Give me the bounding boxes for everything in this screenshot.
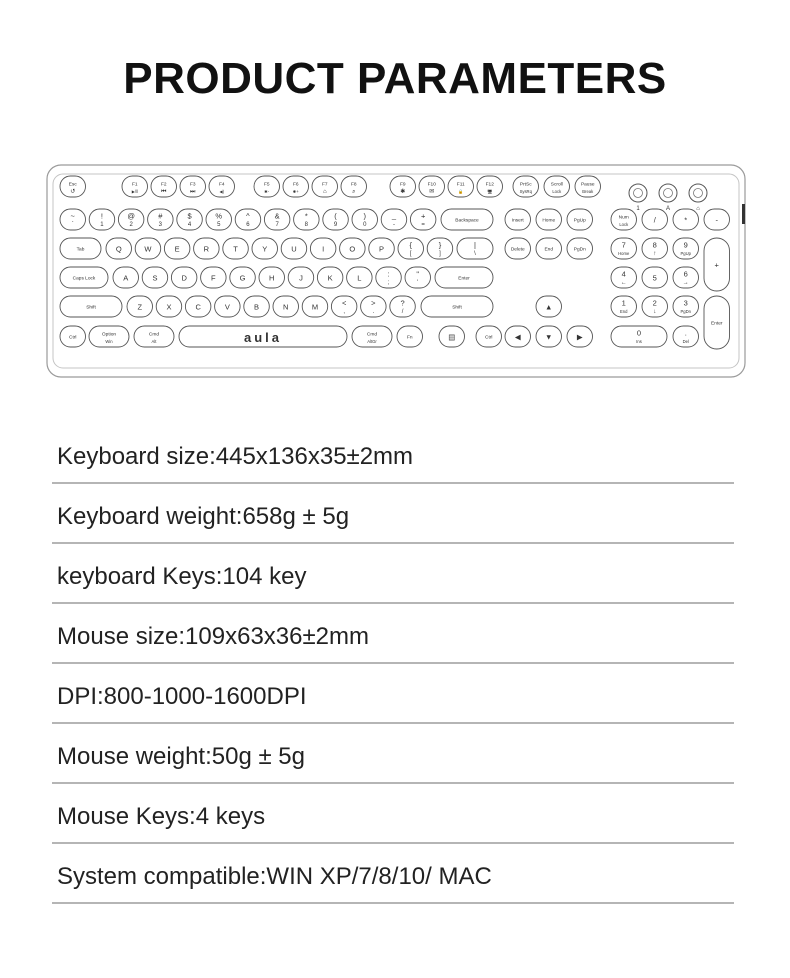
key [164, 238, 190, 259]
key-label: $ [187, 211, 192, 221]
key-label: Cmd [366, 332, 378, 338]
key-sublabel: ✱ [400, 188, 406, 195]
key-label: K [327, 273, 333, 283]
key-label: Option [101, 332, 117, 338]
key-label: ( [334, 211, 337, 221]
key-sublabel: 🖥 [487, 188, 493, 194]
key-label: E [174, 244, 180, 254]
key-sublabel: 1 [100, 221, 104, 228]
key-label: I [322, 244, 325, 254]
key [505, 209, 531, 230]
key [294, 209, 320, 230]
key-label: J [299, 273, 303, 283]
key [642, 238, 668, 259]
key-sublabel: SysRq [519, 188, 532, 194]
spec-text: Mouse weight:50g ± 5g [57, 743, 305, 770]
key-label: 8 [652, 240, 657, 250]
key-label: F2 [160, 182, 167, 188]
key-label: ▤ [448, 332, 456, 342]
key-label: } [438, 240, 442, 250]
key-sublabel: Break [582, 188, 594, 194]
key-sublabel: 5 [217, 221, 221, 228]
key-label: F12 [485, 182, 494, 188]
key [642, 267, 668, 288]
key [206, 209, 232, 230]
key-label: Num [618, 215, 629, 221]
key-label: Y [262, 244, 268, 254]
key [134, 326, 174, 347]
key [215, 296, 241, 317]
key-sublabel: ' [417, 279, 419, 286]
key [60, 238, 101, 259]
key [441, 209, 493, 230]
key-sublabel: 6 [246, 221, 250, 228]
key [171, 267, 197, 288]
keyboard-side-switch [742, 204, 745, 224]
key [312, 176, 338, 197]
key [302, 296, 328, 317]
key-sublabel: ✱- [264, 188, 270, 194]
brand-logo: aula [243, 330, 283, 345]
key [194, 238, 220, 259]
key [180, 176, 206, 197]
key [113, 267, 139, 288]
spec-text: Keyboard size:445x136x35±2mm [57, 443, 414, 470]
key-label: X [166, 302, 172, 312]
key-label: * [684, 215, 688, 225]
key-label: Enter [458, 276, 470, 282]
spec-row-mouse-weight [52, 724, 734, 784]
key-label: Shift [452, 305, 462, 311]
key [310, 238, 336, 259]
key-sublabel: - [392, 221, 395, 228]
key-sublabel: ` [71, 221, 74, 228]
key [177, 209, 203, 230]
key [611, 267, 637, 288]
key [439, 326, 465, 347]
key-label: A [123, 273, 129, 283]
key-label: 6 [683, 269, 688, 279]
key-label: L [357, 273, 362, 283]
key-label: C [195, 302, 201, 312]
key-label: ! [100, 211, 103, 221]
key [575, 176, 601, 197]
key [611, 209, 637, 230]
key [536, 209, 562, 230]
key-label: 2 [652, 298, 657, 308]
key [567, 209, 593, 230]
key-label: ◀ [514, 332, 521, 342]
key [151, 176, 177, 197]
key [60, 296, 122, 317]
key-label: End [544, 247, 554, 253]
key [536, 296, 562, 317]
key-label: F7 [321, 182, 328, 188]
key [427, 238, 453, 259]
key-label: Tab [76, 247, 85, 253]
key-sublabel: ◀) [219, 188, 225, 194]
spec-row-dpi [52, 664, 734, 724]
key-label: ▼ [545, 332, 553, 342]
key-label: Fn [406, 335, 413, 341]
key-label: @ [127, 211, 135, 221]
key-sublabel: [ [409, 250, 412, 257]
key [505, 238, 531, 259]
key-label: Caps Lock [72, 276, 96, 282]
key-sublabel: 9 [333, 221, 338, 228]
spec-text: DPI:800-1000-1600DPI [57, 683, 307, 710]
key-sublabel: ⌂ [322, 188, 327, 195]
page-title: PRODUCT PARAMETERS [123, 54, 667, 103]
key-label: / [653, 215, 656, 225]
key-sublabel: ⏮ [161, 188, 167, 195]
key-sublabel: , [343, 308, 345, 315]
key-label: P [379, 244, 385, 254]
key-sublabel: / [401, 308, 404, 315]
keyboard-drawing [46, 164, 746, 378]
key [673, 296, 699, 317]
key-sublabel: 🔒 [458, 188, 464, 194]
key [448, 176, 474, 197]
key-sublabel: Home [618, 250, 630, 256]
key [244, 296, 269, 317]
key [259, 267, 285, 288]
key [704, 209, 730, 230]
key-sublabel: 8 [304, 221, 309, 228]
key-sublabel: PgDn [680, 308, 691, 314]
key-label: : [387, 269, 390, 279]
key [331, 296, 357, 317]
key-sublabel: ✉ [429, 188, 435, 195]
key-label: # [158, 211, 163, 221]
spec-row-keyboard-keys [52, 544, 734, 604]
key-label: 3 [683, 298, 688, 308]
key-sublabel: Lock [552, 188, 562, 194]
key-label: Insert [511, 218, 524, 224]
key [369, 238, 395, 259]
key [476, 326, 502, 347]
key-label: F11 [456, 182, 465, 188]
key-label: 7 [621, 240, 626, 250]
key [611, 326, 667, 347]
key [410, 209, 436, 230]
spec-row-system [52, 844, 734, 904]
key-label: Z [137, 302, 143, 312]
key-label: " [416, 269, 420, 279]
key [340, 238, 366, 259]
spec-text: System compatible:WIN XP/7/8/10/ MAC [57, 863, 492, 890]
key [230, 267, 256, 288]
key-label: PgUp [573, 218, 586, 224]
key-sublabel: ; [387, 279, 390, 286]
key-label: 0 [636, 328, 642, 338]
key-label: Esc [68, 182, 77, 188]
key-label: - [715, 215, 718, 225]
key [156, 296, 182, 317]
key [390, 296, 416, 317]
key-label: < [341, 298, 347, 308]
key [376, 267, 402, 288]
key [347, 267, 373, 288]
key-label: V [224, 302, 230, 312]
key [477, 176, 503, 197]
key-label: F5 [263, 182, 270, 188]
key [317, 267, 343, 288]
key [567, 326, 593, 347]
key [283, 176, 309, 197]
key [352, 326, 392, 347]
key [536, 238, 562, 259]
key-sublabel: → [682, 279, 689, 286]
key-label: & [274, 211, 280, 221]
key-sublabel: = [421, 221, 425, 228]
key-label: D [181, 273, 187, 283]
key [673, 209, 699, 230]
key-label: F3 [189, 182, 196, 188]
key-label: G [239, 273, 246, 283]
key [611, 238, 637, 259]
key-label: * [304, 211, 308, 221]
key-sublabel: ✱+ [292, 188, 299, 194]
key [148, 209, 174, 230]
key-sublabel: . [372, 308, 375, 315]
indicator-label: ⌂ [696, 206, 700, 212]
key-label: ^ [246, 211, 250, 221]
key-sublabel: Del [682, 338, 689, 344]
key [209, 176, 235, 197]
key [106, 238, 132, 259]
key-sublabel: ⌕ [352, 188, 356, 195]
key [60, 209, 86, 230]
spec-text: keyboard Keys:104 key [57, 563, 307, 590]
key-sublabel: \ [474, 250, 476, 257]
indicator-label: A [665, 206, 671, 212]
key-sublabel: ↑ [653, 250, 657, 257]
key [127, 296, 153, 317]
key-label: 5 [652, 273, 657, 283]
key-label: F8 [350, 182, 357, 188]
key [201, 267, 227, 288]
key [505, 326, 531, 347]
key [223, 238, 249, 259]
key-label: + [420, 211, 426, 221]
key [673, 238, 699, 259]
key-label: Delete [510, 247, 525, 253]
key [264, 209, 290, 230]
key-label: O [349, 244, 356, 254]
key-label: _ [391, 211, 397, 221]
key-label: Ctrl [485, 335, 493, 341]
key [611, 296, 637, 317]
key [435, 267, 493, 288]
key-label: S [152, 273, 158, 283]
key [673, 267, 699, 288]
key [135, 238, 161, 259]
key-sublabel: ← [620, 279, 627, 286]
key-label: Cmd [148, 332, 160, 338]
key [381, 209, 407, 230]
key-sublabel: Lock [619, 221, 629, 227]
key-label: Home [542, 218, 556, 224]
key [89, 209, 115, 230]
spec-row-mouse-keys [52, 784, 734, 844]
key-label: ▲ [545, 302, 553, 312]
key [185, 296, 211, 317]
spec-text: Mouse size:109x63x36±2mm [57, 623, 369, 650]
key [288, 267, 314, 288]
key-sublabel: Win [105, 338, 113, 344]
key [704, 238, 730, 291]
key [544, 176, 570, 197]
key [142, 267, 168, 288]
key [352, 209, 378, 230]
spec-row-mouse-size [52, 604, 734, 664]
key-sublabel: 3 [158, 221, 163, 228]
key-sublabel: 2 [129, 221, 133, 228]
key [341, 176, 367, 197]
key-label: F4 [218, 182, 225, 188]
key [405, 267, 431, 288]
key-label: ~ [70, 211, 75, 221]
key [60, 176, 86, 197]
key [281, 238, 307, 259]
key-sublabel: AltGr [367, 338, 377, 344]
key-label: F10 [427, 182, 436, 188]
key [252, 238, 278, 259]
key-label: B [254, 302, 260, 312]
key [704, 296, 730, 349]
key [118, 209, 143, 230]
key [390, 176, 416, 197]
key-label: ▶ [576, 332, 583, 342]
key-label: Scroll [550, 182, 563, 188]
key-sublabel: ▶/‖ [131, 188, 138, 194]
key-label: 9 [683, 240, 688, 250]
key-sublabel: 0 [363, 221, 367, 228]
key [273, 296, 299, 317]
key [397, 326, 423, 347]
key [254, 176, 280, 197]
key-sublabel: 7 [275, 221, 279, 228]
key-label: Shift [86, 305, 96, 311]
key-label: PrtSc [519, 182, 532, 188]
key-label: F6 [292, 182, 299, 188]
key-label: ? [400, 298, 405, 308]
spec-row-keyboard-size [52, 424, 734, 484]
spec-text: Keyboard weight:658g ± 5g [57, 503, 350, 530]
key-label: Enter [711, 321, 723, 327]
key [122, 176, 148, 197]
key [457, 238, 493, 259]
key-label: W [144, 244, 152, 254]
key-label: + [714, 260, 719, 270]
key-sublabel: 4 [187, 221, 192, 228]
indicator-label: 1 [636, 206, 640, 212]
key [642, 209, 668, 230]
spec-list [52, 424, 734, 904]
key-label: { [409, 240, 413, 250]
key-label: N [283, 302, 289, 312]
key [419, 176, 445, 197]
key [235, 209, 261, 230]
key [89, 326, 129, 347]
key [567, 238, 593, 259]
key [398, 238, 424, 259]
key-label: | [474, 240, 476, 250]
key-label: PgDn [573, 247, 586, 253]
key [323, 209, 349, 230]
key-label: 4 [621, 269, 626, 279]
key-label: Backspace [455, 218, 479, 224]
key-label: Ctrl [69, 335, 77, 341]
key [642, 296, 668, 317]
key [536, 326, 562, 347]
key-label: H [269, 273, 275, 283]
key-label: M [311, 302, 319, 312]
key-label: F9 [399, 182, 406, 188]
key-label: > [371, 298, 376, 308]
key-label: U [291, 244, 297, 254]
key [513, 176, 539, 197]
key-sublabel: Alt [151, 338, 157, 344]
key-sublabel: ] [439, 250, 441, 257]
space-bar [179, 326, 347, 347]
key-label: Pause [580, 182, 595, 188]
spec-text: Mouse Keys:4 keys [57, 803, 266, 830]
key [421, 296, 493, 317]
key [361, 296, 387, 317]
key-label: F [211, 273, 216, 283]
key-label: Q [115, 244, 122, 254]
key-sublabel: PgUp [680, 250, 691, 256]
keyboard-illustration [46, 164, 746, 378]
key-sublabel: ↺ [70, 188, 76, 195]
key-label: % [215, 211, 223, 221]
key-label: T [233, 244, 238, 254]
key-sublabel: End [620, 308, 628, 314]
key-sublabel: ⏭ [190, 188, 196, 195]
key-label: ) [363, 211, 366, 221]
key [673, 326, 699, 347]
key-label: R [203, 244, 210, 254]
key-label: F1 [131, 182, 138, 188]
key [60, 267, 108, 288]
key-label: . [684, 328, 687, 338]
key [60, 326, 86, 347]
key-sublabel: ↓ [653, 308, 657, 315]
key-sublabel: Ins [636, 338, 642, 344]
key-label: 1 [621, 298, 626, 308]
spec-row-keyboard-weight [52, 484, 734, 544]
